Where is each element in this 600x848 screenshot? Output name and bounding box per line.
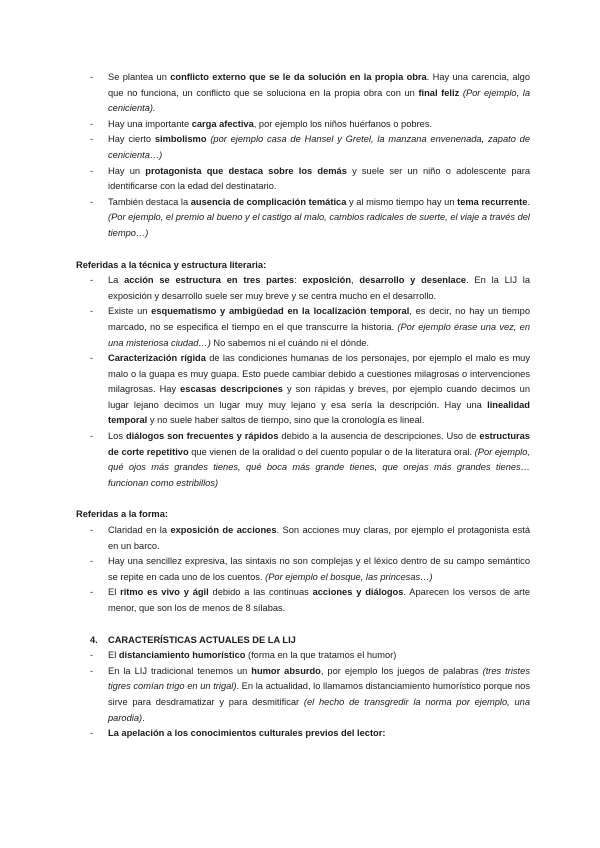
emphasis-text: diálogos son frecuentes y rápidos: [125, 431, 279, 442]
list-item: - Los diálogos son frecuentes y rápidos debido a la ausencia de descripciones. Uso de estructuras de corte repetitivo que vienen de la oralidad o del cuento popular o de la literatura oral. (Por ejemplo, qué ojos más grandes tienes, qué boca más grande tienes, que orejas más grandes tienes… funcionan como estribillos): [76, 429, 530, 491]
emphasis-text: conflicto externo que se le da solución en la propia obra: [170, 72, 427, 82]
emphasis-text: desarrollo y desenlace: [359, 275, 467, 286]
example-text: (Por ejemplo el bosque, las princesas…): [265, 571, 433, 582]
list-item: - Caracterización rígida de las condiciones humanas de los personajes, por ejemplo el malo es muy malo o la guapa es muy guapa. Esto puede cambiar debido a cuestiones milagrosas o intervenciones milagrosas. Hay escasas descripciones y son rápidas y breves, por ejemplo cuando decimos un lugar lejano decimos un lugar muy muy lejano y esa sería la descripción. Hay una linealidad temporal y no suele haber saltos de tiempo, sino que la cronología es lineal.: [76, 351, 530, 429]
emphasis-text: La apelación a los conocimientos culturales previos del lector:: [108, 728, 386, 739]
emphasis-text: simbolismo: [154, 134, 207, 145]
example-text: (el hecho de transgredir la norma por ejemplo, una parodia): [108, 696, 531, 723]
emphasis-text: acciones y diálogos: [312, 587, 404, 598]
emphasis-text: ausencia de complicación temática: [190, 196, 347, 207]
emphasis-text: linealidad temporal: [108, 399, 530, 426]
list-item: - Hay una importante carga afectiva, por ejemplo los niños huérfanos o pobres.: [76, 117, 530, 133]
example-text: (Por ejemplo, la cenicienta).: [108, 87, 530, 114]
emphasis-text: final feliz: [418, 87, 460, 98]
emphasis-text: ritmo es vivo y ágil: [120, 587, 209, 598]
list-form: [76, 523, 530, 617]
emphasis-text: distanciamiento humorístico: [118, 650, 246, 661]
heading-title: CARACTERÍSTICAS ACTUALES DE LA LIJ: [108, 634, 296, 645]
emphasis-text: Caracterización rígida: [108, 353, 206, 364]
list-item: - Se plantea un conflicto externo que se le da solución en la propia obra. Hay una carencia, algo que no funciona, un conflicto que se soluciona en la propia obra con un final feliz (Por ejemplo, la cenicienta).: [76, 70, 530, 117]
emphasis-text: acción se estructura en tres partes: [124, 275, 295, 286]
example-text: (Por ejemplo érase una vez, en una misteriosa ciudad…): [108, 321, 530, 348]
emphasis-text: escasas descripciones: [180, 384, 283, 395]
list-item: - En la LIJ tradicional tenemos un humor absurdo, por ejemplo los juegos de palabras (tres tristes tigres comían trigo en un trigal). En la actualidad, lo llamamos distanciamiento humorístico porque nos sirve para desdramatizar y para desmitificar (el hecho de transgredir la norma por ejemplo, una parodia).: [76, 664, 530, 726]
example-text: (Por ejemplo, el premio al bueno y el castigo al malo, cambios radicales de suerte, el viaje a través del tiempo…): [108, 212, 530, 238]
list-item: - La acción se estructura en tres partes: exposición, desarrollo y desenlace. En la LIJ la exposición y desarrollo suele ser muy breve y se centra mucho en el desarrollo.: [76, 273, 530, 304]
section-heading-4: [76, 633, 530, 649]
emphasis-text: exposición de acciones: [170, 525, 277, 536]
emphasis-text: tema recurrente: [457, 196, 528, 207]
section-label-tecnica: Referidas a la técnica y estructura literaria:: [76, 259, 267, 270]
list-narrative-features: [76, 70, 530, 242]
list-item: - Hay cierto simbolismo (por ejemplo casa de Hansel y Gretel, la manzana envenenada, zapato de cenicienta…): [76, 132, 530, 163]
emphasis-text: humor absurdo: [251, 665, 321, 676]
list-item: - El distanciamiento humorístico (forma en la que tratamos el humor): [76, 648, 530, 664]
list-current-features: [76, 648, 530, 742]
list-item: - Existe un esquematismo y ambigüedad en la localización temporal, es decir, no hay un tiempo marcado, no se especifica el tiempo en el que transcurre la historia. (Por ejemplo érase una vez, en una misteriosa ciudad…) No sabemos ni el cuándo ni el dónde.: [76, 304, 530, 351]
emphasis-text: esquematismo y ambigüedad en la localización temporal: [151, 306, 410, 317]
heading-number: 4.: [90, 634, 98, 645]
list-item: [76, 726, 530, 742]
emphasis-text: protagonista que destaca sobre los demás: [145, 165, 347, 176]
list-item: - Hay un protagonista que destaca sobre los demás y suele ser un niño o adolescente para identificarse con la edad del destinatario.: [76, 164, 530, 195]
emphasis-text: carga afectiva: [191, 118, 254, 129]
list-item: - Claridad en la exposición de acciones. Son acciones muy claras, por ejemplo el protagonista está en un barco.: [76, 523, 530, 554]
example-text: (tres tristes tigres comían trigo en un trigal): [108, 665, 530, 692]
example-text: (por ejemplo casa de Hansel y Gretel, la manzana envenenada, zapato de cenicienta…): [108, 134, 530, 160]
list-item: - El ritmo es vivo y ágil debido a las continuas acciones y diálogos. Aparecen los versos de arte menor, que son los de menos de 8 sílabas.: [76, 585, 530, 616]
emphasis-text: estructuras de corte repetitivo: [108, 431, 530, 457]
list-technique: [76, 273, 530, 491]
section-label-forma: Referidas a la forma:: [76, 509, 168, 520]
list-item: - También destaca la ausencia de complicación temática y al mismo tiempo hay un tema recurrente. (Por ejemplo, el premio al bueno y el castigo al malo, cambios radicales de suerte, el viaje a través del tiempo…): [76, 195, 530, 242]
list-item: - Hay una sencillez expresiva, las sintaxis no son complejas y el léxico dentro de su campo semántico se repite en cada uno de los cuentos. (Por ejemplo el bosque, las princesas…): [76, 554, 530, 585]
example-text: (Por ejemplo, qué ojos más grandes tienes, qué boca más grande tienes, que orejas más grandes tienes… funcionan como estribillos): [108, 446, 530, 488]
emphasis-text: exposición: [302, 275, 352, 286]
